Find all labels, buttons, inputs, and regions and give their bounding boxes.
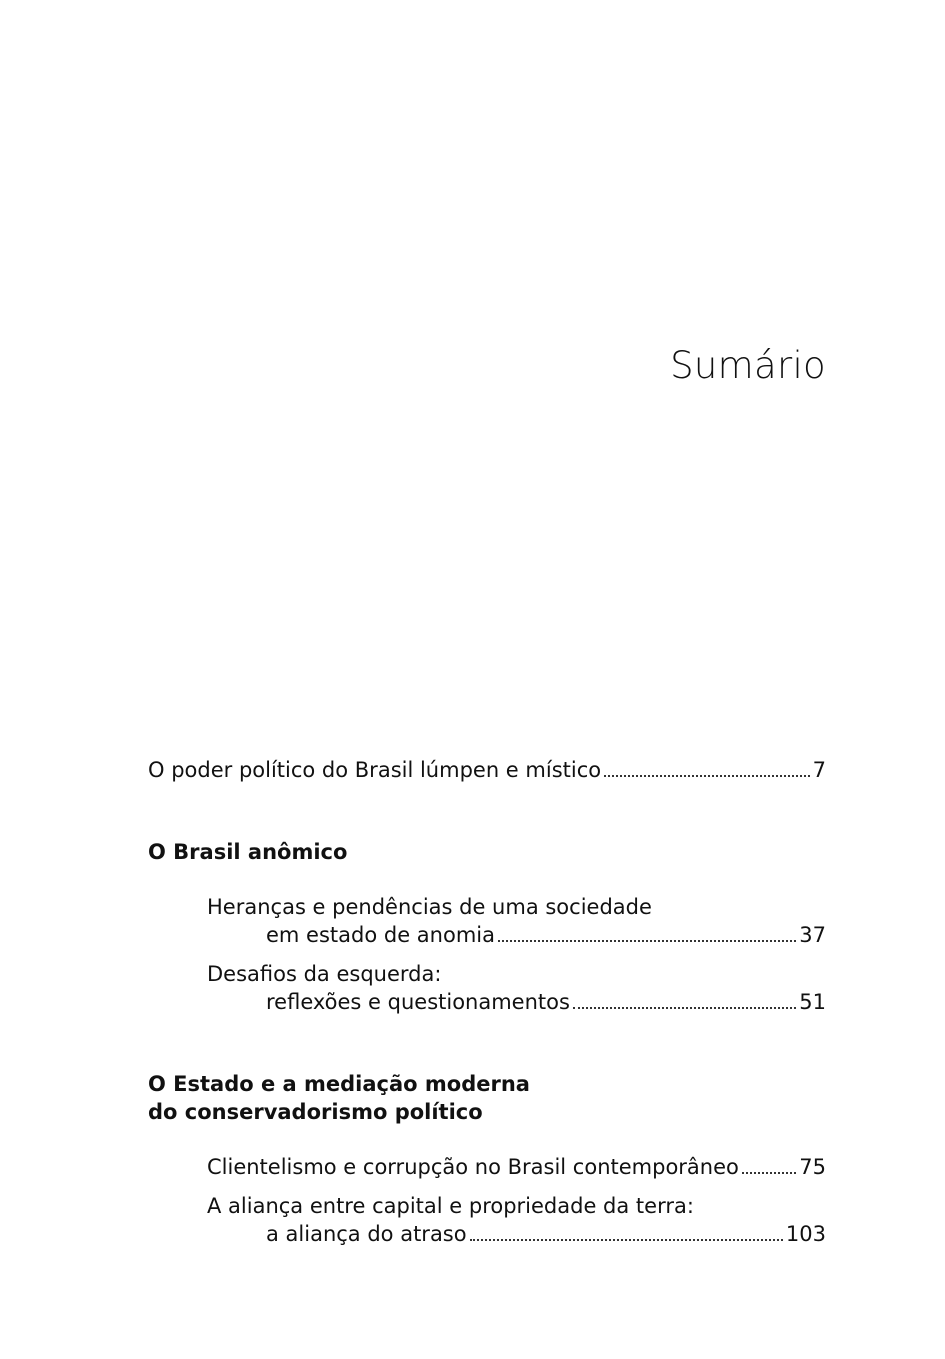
dot-leader [742, 1172, 796, 1174]
dot-leader [604, 775, 810, 777]
section-heading-part2-line1: O Estado e a mediação moderna [148, 1072, 530, 1096]
toc-page-number: 7 [812, 758, 826, 782]
toc-page-number: 75 [799, 1155, 826, 1179]
toc-page-number: 37 [799, 923, 826, 947]
toc-page-number: 51 [799, 990, 826, 1014]
dot-leader [573, 1007, 796, 1009]
dot-leader [470, 1239, 783, 1241]
page-title: Sumário [670, 344, 826, 387]
toc-entry-clientelismo[interactable] [207, 1153, 826, 1181]
toc-entry-alianca[interactable] [266, 1220, 826, 1248]
toc-entry-title: reflexões e questionamentos [266, 990, 570, 1014]
toc-entry-line1: Desafios da esquerda: [207, 962, 442, 986]
toc-entry-line1: A aliança entre capital e propriedade da terra: [207, 1194, 694, 1218]
toc-entry-title: Clientelismo e corrupção no Brasil contemporâneo [207, 1155, 739, 1179]
toc-page-number: 103 [785, 1222, 826, 1246]
toc-entry-heranças[interactable] [266, 921, 826, 949]
toc-entry-title: a aliança do atraso [266, 1222, 467, 1246]
toc-entry-intro[interactable] [148, 756, 826, 784]
toc-entry-desafios[interactable] [266, 988, 826, 1016]
toc-entry-title: em estado de anomia [266, 923, 495, 947]
dot-leader [498, 940, 796, 942]
section-heading-part2-line2: do conservadorismo político [148, 1100, 483, 1124]
toc-entry-title: O poder político do Brasil lúmpen e místico [148, 758, 602, 782]
section-heading-part1: O Brasil anômico [148, 840, 348, 864]
toc-entry-line1: Heranças e pendências de uma sociedade [207, 895, 652, 919]
